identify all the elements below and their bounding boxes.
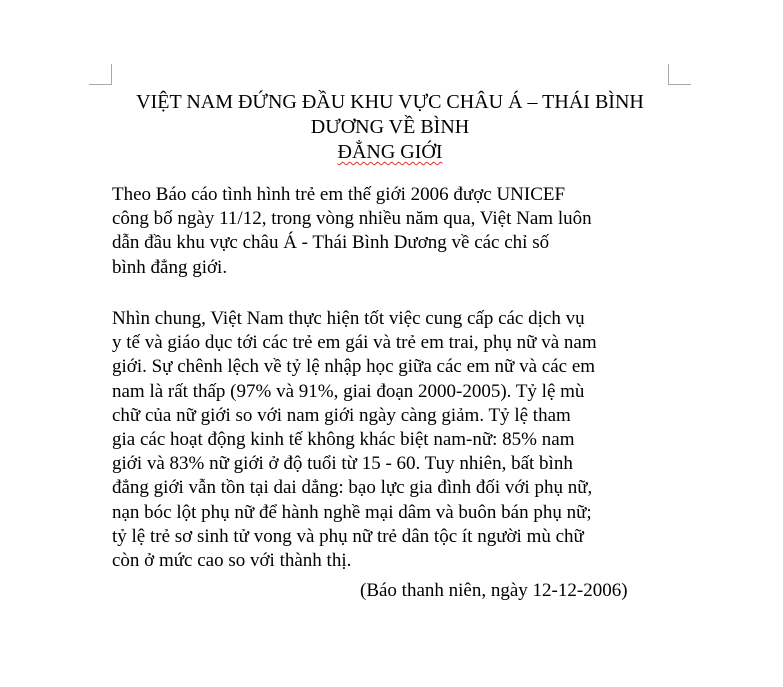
paragraph-line: đẳng giới vẫn tồn tại dai dẳng: bạo lực gia đình đối với phụ nữ, xyxy=(112,477,593,499)
paragraph-line: còn ở mức cao so với thành thị. xyxy=(112,550,352,572)
paragraph-line: Nhìn chung, Việt Nam thực hiện tốt việc cung cấp các dịch vụ xyxy=(112,308,585,329)
paragraph-line: chữ của nữ giới so với nam giới ngày càng giảm. Tỷ lệ tham xyxy=(112,404,571,426)
paragraph-line: công bố ngày 11/12, trong vòng nhiều năm qua, Việt Nam luôn xyxy=(112,208,592,230)
paragraph-line: nạn bóc lột phụ nữ để hành nghề mại dâm và buôn bán phụ nữ; xyxy=(112,501,592,523)
paragraph-line: giới. Sự chênh lệch về tỷ lệ nhập học giữa các em nữ và các em xyxy=(112,356,596,378)
paragraph-line: dẫn đầu khu vực châu Á - Thái Bình Dương về các chỉ số xyxy=(112,232,550,254)
paragraph-line: y tế và giáo dục tới các trẻ em gái và trẻ em trai, phụ nữ và nam xyxy=(112,332,597,354)
title-line-2: DƯƠNG VỀ BÌNH xyxy=(310,116,470,138)
document-title xyxy=(90,90,690,165)
title-line-3 xyxy=(90,140,690,165)
paragraph-line: nam là rất thấp (97% và 91%, giai đoạn 2000-2005). Tỷ lệ mù xyxy=(112,380,585,402)
margin-corner-top-right xyxy=(668,64,691,85)
paragraph-line: Theo Báo cáo tình hình trẻ em thế giới 2006 được UNICEF xyxy=(112,184,566,205)
paragraph-line: giới và 83% nữ giới ở độ tuổi từ 15 - 60. Tuy nhiên, bất bình xyxy=(112,453,573,475)
source-citation: (Báo thanh niên, ngày 12-12-2006) xyxy=(360,580,628,601)
paragraph-line: gia các hoạt động kinh tế không khác biệt nam-nữ: 85% nam xyxy=(112,429,575,451)
paragraph-line: bình đẳng giới. xyxy=(112,256,228,278)
margin-corner-top-left xyxy=(89,64,112,85)
paragraph-2 xyxy=(112,307,597,573)
title-line-1: VIỆT NAM ĐỨNG ĐẦU KHU VỰC CHÂU Á – THÁI BÌNH xyxy=(136,91,644,113)
paragraph-line: tỷ lệ trẻ sơ sinh tử vong và phụ nữ trẻ dân tộc ít người mù chữ xyxy=(112,525,584,547)
paragraph-1 xyxy=(112,183,592,280)
spellcheck-underlined-text: ĐẲNG GIỚI xyxy=(337,141,443,163)
